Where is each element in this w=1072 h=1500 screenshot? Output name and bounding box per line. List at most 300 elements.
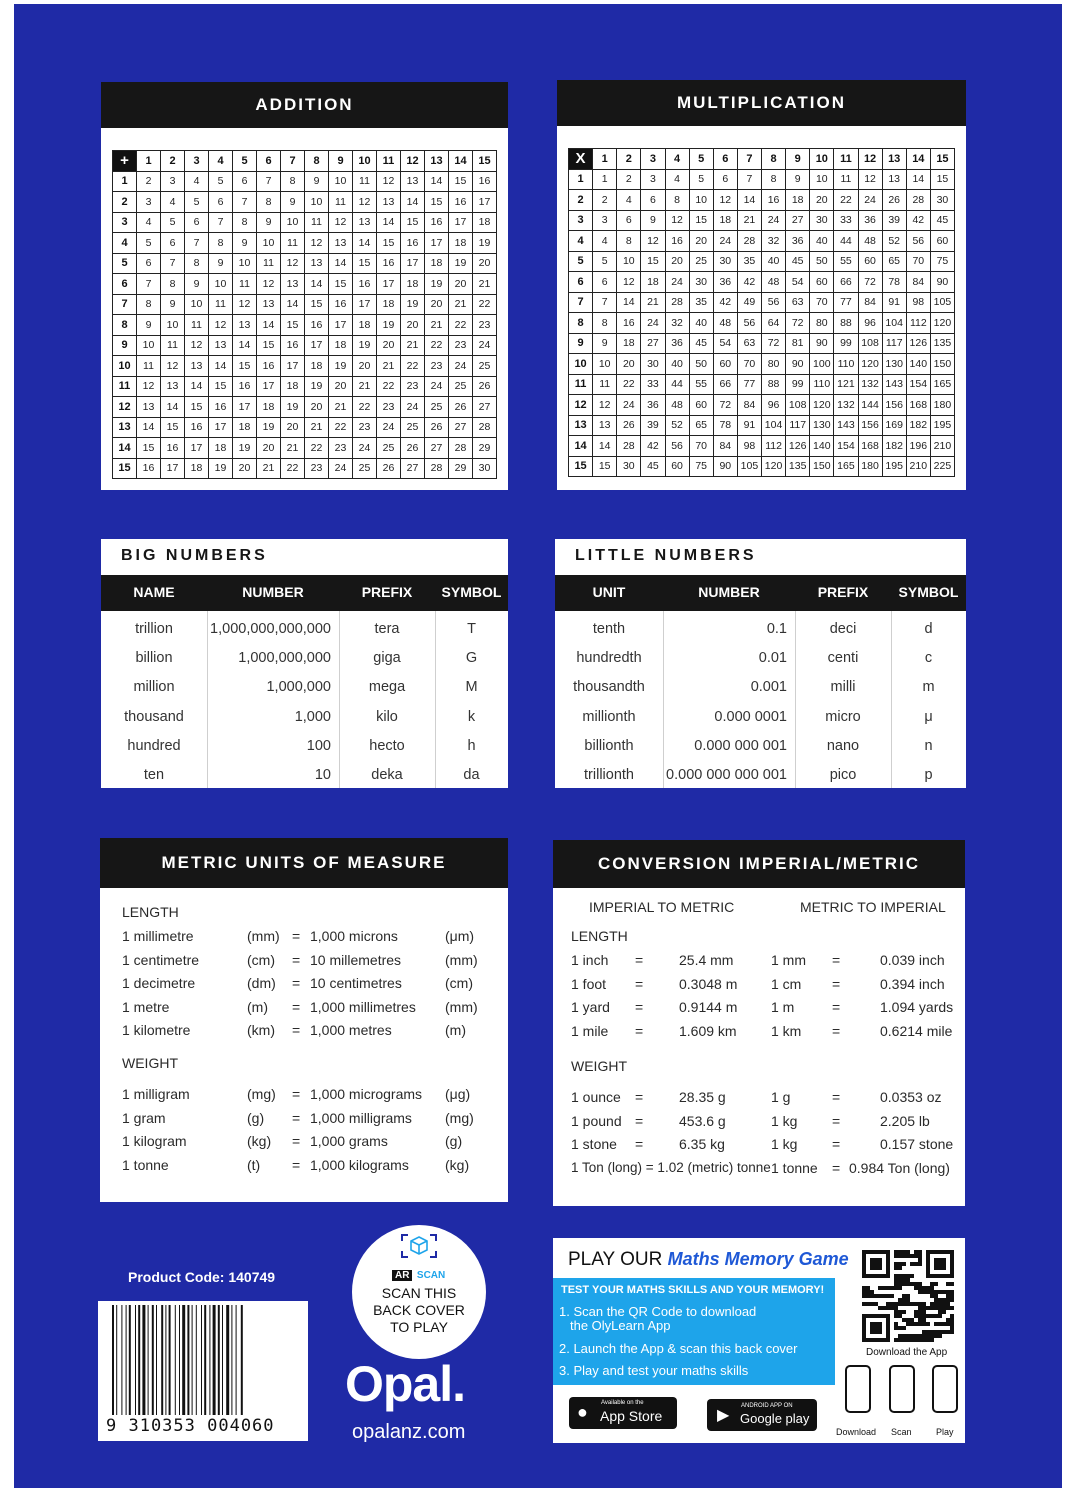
table-cell: 17 xyxy=(353,294,377,315)
table-cell: 16 xyxy=(401,233,425,254)
table-cell: 13 xyxy=(281,274,305,295)
table-cell: 5 xyxy=(161,212,185,233)
row-header: 5 xyxy=(113,253,137,274)
table-cell: 25 xyxy=(689,251,713,272)
table-cell: 80 xyxy=(810,313,834,334)
table-cell: 20 xyxy=(233,458,257,479)
big-numbers-cell: 1,000,000,000,000 xyxy=(210,621,331,637)
table-cell: 25 xyxy=(401,417,425,438)
little-numbers-cell: hundredth xyxy=(576,650,642,667)
conversion-cell: 0.6214 mile xyxy=(880,1022,953,1039)
table-cell: 15 xyxy=(329,274,353,295)
table-cell: 6 xyxy=(641,190,665,211)
table-cell: 72 xyxy=(762,333,786,354)
table-cell: 48 xyxy=(762,272,786,293)
metric-cell: (mm) xyxy=(445,951,478,968)
table-cell: 17 xyxy=(161,458,185,479)
table-cell: 84 xyxy=(858,292,882,313)
table-cell: 12 xyxy=(377,171,401,192)
table-cell: 26 xyxy=(473,376,497,397)
table-cell: 165 xyxy=(834,456,858,477)
table-cell: 25 xyxy=(449,376,473,397)
table-cell: 39 xyxy=(641,415,665,436)
table-cell: 120 xyxy=(762,456,786,477)
table-cell: 8 xyxy=(137,294,161,315)
table-cell: 72 xyxy=(786,313,810,334)
table-cell: 25 xyxy=(377,438,401,459)
table-cell: 72 xyxy=(858,272,882,293)
scan-line-1: SCAN THIS xyxy=(381,1285,457,1301)
big-numbers-cell: hundred xyxy=(127,737,181,754)
table-cell: 195 xyxy=(882,456,906,477)
table-cell: 33 xyxy=(834,210,858,231)
table-cell: 55 xyxy=(689,374,713,395)
table-cell: 64 xyxy=(762,313,786,334)
table-cell: 16 xyxy=(305,315,329,336)
metric-cell: 1 millimetre xyxy=(122,928,194,944)
metric-cell: (kg) xyxy=(445,1156,470,1173)
table-cell: 56 xyxy=(762,292,786,313)
app-store-button[interactable] xyxy=(569,1397,677,1429)
table-cell: 18 xyxy=(425,253,449,274)
table-cell: 42 xyxy=(641,436,665,457)
table-cell: 14 xyxy=(353,233,377,254)
table-cell: 12 xyxy=(641,231,665,252)
table-cell: 13 xyxy=(401,171,425,192)
operator-symbol: + xyxy=(113,151,137,172)
table-cell: 33 xyxy=(641,374,665,395)
table-cell: 48 xyxy=(713,313,737,334)
multiplication-title: MULTIPLICATION xyxy=(557,80,966,126)
metric-cell: 1 decimetre xyxy=(122,975,196,991)
table-cell: 11 xyxy=(209,294,233,315)
table-cell: 12 xyxy=(353,192,377,213)
column-header: 4 xyxy=(665,149,689,170)
metric-cell: 1 centimetre xyxy=(122,951,200,968)
conversion-cell: 1 mm xyxy=(771,952,806,968)
table-cell: 56 xyxy=(737,313,761,334)
table-cell: 90 xyxy=(713,456,737,477)
little-numbers-cell: n xyxy=(924,737,933,754)
table-cell: 96 xyxy=(858,313,882,334)
conversion-length-label: LENGTH xyxy=(571,928,628,944)
table-cell: 24 xyxy=(377,417,401,438)
table-cell: 18 xyxy=(377,294,401,315)
table-cell: 21 xyxy=(329,397,353,418)
col-prefix: PREFIX xyxy=(361,584,413,600)
table-cell: 20 xyxy=(449,274,473,295)
table-cell: 21 xyxy=(353,376,377,397)
table-cell: 24 xyxy=(425,376,449,397)
row-header: 4 xyxy=(113,233,137,254)
row-header: 4 xyxy=(569,231,593,252)
table-cell: 11 xyxy=(305,212,329,233)
table-cell: 36 xyxy=(858,210,882,231)
phone-icon xyxy=(932,1365,958,1413)
table-cell: 10 xyxy=(137,335,161,356)
column-header: 5 xyxy=(689,149,713,170)
little-numbers-cell: m xyxy=(922,679,935,696)
conversion-cell: 0.0353 oz xyxy=(880,1089,942,1105)
table-cell: 66 xyxy=(713,374,737,395)
table-cell: 48 xyxy=(858,231,882,252)
little-numbers-cell: c xyxy=(924,650,933,667)
table-cell: 140 xyxy=(810,436,834,457)
big-numbers-cell: 1,000,000,000 xyxy=(238,650,331,667)
table-cell: 12 xyxy=(665,210,689,231)
row-header: 9 xyxy=(569,333,593,354)
metric-cell: 1,000 grams xyxy=(310,1133,388,1149)
table-cell: 26 xyxy=(377,458,401,479)
table-cell: 16 xyxy=(665,231,689,252)
column-header: 15 xyxy=(473,151,497,172)
table-cell: 6 xyxy=(617,210,641,231)
operator-symbol: X xyxy=(569,149,593,170)
scan-badge xyxy=(352,1225,486,1359)
table-cell: 21 xyxy=(737,210,761,231)
conversion-cell: 1 inch xyxy=(571,952,609,968)
table-cell: 19 xyxy=(209,458,233,479)
table-cell: 195 xyxy=(930,415,954,436)
table-cell: 52 xyxy=(882,231,906,252)
table-cell: 28 xyxy=(665,292,689,313)
table-cell: 17 xyxy=(425,233,449,254)
table-cell: 6 xyxy=(185,212,209,233)
table-cell: 11 xyxy=(281,233,305,254)
test-line: TEST YOUR MATHS SKILLS AND YOUR MEMORY! xyxy=(561,1284,825,1296)
table-cell: 23 xyxy=(329,438,353,459)
table-cell: 10 xyxy=(617,251,641,272)
step-1: 1. Scan the QR Code to download xyxy=(559,1304,757,1319)
table-cell: 26 xyxy=(449,397,473,418)
table-cell: 26 xyxy=(425,417,449,438)
table-cell: 210 xyxy=(930,436,954,457)
table-cell: 13 xyxy=(233,315,257,336)
conversion-cell: 1 ounce xyxy=(571,1089,621,1105)
table-cell: 18 xyxy=(641,272,665,293)
table-cell: 18 xyxy=(473,212,497,233)
big-numbers-cell: G xyxy=(465,650,478,667)
table-cell: 12 xyxy=(233,294,257,315)
table-cell: 18 xyxy=(185,458,209,479)
table-cell: 5 xyxy=(593,251,617,272)
big-numbers-cell: 100 xyxy=(306,737,331,754)
table-cell: 21 xyxy=(449,294,473,315)
table-cell: 9 xyxy=(161,294,185,315)
table-cell: 22 xyxy=(401,356,425,377)
table-cell: 17 xyxy=(281,356,305,377)
table-cell: 60 xyxy=(689,395,713,416)
table-cell: 24 xyxy=(329,458,353,479)
table-cell: 14 xyxy=(281,294,305,315)
table-cell: 65 xyxy=(882,251,906,272)
table-cell: 24 xyxy=(665,272,689,293)
table-cell: 9 xyxy=(137,315,161,336)
table-cell: 16 xyxy=(185,417,209,438)
row-header: 6 xyxy=(569,272,593,293)
table-cell: 55 xyxy=(834,251,858,272)
conversion-cell: 1 km xyxy=(771,1022,802,1039)
table-cell: 45 xyxy=(689,333,713,354)
metric-cell: (mg) xyxy=(247,1086,276,1102)
addition-table xyxy=(112,150,497,479)
row-header: 1 xyxy=(569,169,593,190)
table-cell: 14 xyxy=(185,376,209,397)
table-cell: 117 xyxy=(786,415,810,436)
row-header: 8 xyxy=(569,313,593,334)
table-cell: 56 xyxy=(906,231,930,252)
divider xyxy=(339,611,340,788)
table-cell: 7 xyxy=(209,212,233,233)
column-header: 5 xyxy=(233,151,257,172)
table-cell: 19 xyxy=(473,233,497,254)
table-cell: 168 xyxy=(858,436,882,457)
table-cell: 19 xyxy=(233,438,257,459)
table-cell: 108 xyxy=(858,333,882,354)
table-cell: 49 xyxy=(737,292,761,313)
phone-icon xyxy=(845,1365,871,1413)
table-cell: 20 xyxy=(665,251,689,272)
table-cell: 12 xyxy=(858,169,882,190)
table-cell: 30 xyxy=(641,354,665,375)
table-cell: 18 xyxy=(233,417,257,438)
table-cell: 17 xyxy=(401,253,425,274)
table-cell: 45 xyxy=(786,251,810,272)
table-cell: 39 xyxy=(882,210,906,231)
table-cell: 24 xyxy=(617,395,641,416)
column-header: 13 xyxy=(425,151,449,172)
table-cell: 27 xyxy=(401,458,425,479)
table-cell: 19 xyxy=(377,315,401,336)
table-cell: 9 xyxy=(233,233,257,254)
metric-cell: (t) xyxy=(247,1156,261,1173)
conversion-cell: = xyxy=(832,952,841,968)
table-cell: 21 xyxy=(425,315,449,336)
table-cell: 27 xyxy=(786,210,810,231)
table-cell: 135 xyxy=(930,333,954,354)
table-cell: 17 xyxy=(329,315,353,336)
table-cell: 88 xyxy=(834,313,858,334)
little-numbers-title: LITTLE NUMBERS xyxy=(575,547,757,564)
table-cell: 90 xyxy=(786,354,810,375)
table-cell: 24 xyxy=(473,335,497,356)
little-numbers-cell: deci xyxy=(829,621,857,637)
table-cell: 5 xyxy=(689,169,713,190)
table-cell: 22 xyxy=(353,397,377,418)
table-cell: 40 xyxy=(762,251,786,272)
divider xyxy=(663,611,664,788)
google-small: ANDROID APP ON xyxy=(741,1403,793,1409)
table-cell: 15 xyxy=(353,253,377,274)
table-cell: 23 xyxy=(377,397,401,418)
table-cell: 10 xyxy=(689,190,713,211)
table-cell: 6 xyxy=(713,169,737,190)
table-cell: 14 xyxy=(737,190,761,211)
table-cell: 72 xyxy=(713,395,737,416)
table-cell: 16 xyxy=(425,212,449,233)
conversion-cell: = xyxy=(832,999,841,1015)
table-cell: 154 xyxy=(906,374,930,395)
column-header: 15 xyxy=(930,149,954,170)
column-header: 8 xyxy=(762,149,786,170)
table-cell: 105 xyxy=(930,292,954,313)
row-header: 7 xyxy=(113,294,137,315)
table-cell: 11 xyxy=(233,274,257,295)
table-cell: 36 xyxy=(713,272,737,293)
addition-title: ADDITION xyxy=(101,82,508,128)
col-symbol: SYMBOL xyxy=(898,584,959,600)
little-numbers-cell: pico xyxy=(829,767,857,783)
table-cell: 30 xyxy=(930,190,954,211)
conversion-cell: 0.394 inch xyxy=(880,975,945,992)
table-cell: 20 xyxy=(689,231,713,252)
table-cell: 84 xyxy=(906,272,930,293)
table-cell: 98 xyxy=(906,292,930,313)
table-cell: 108 xyxy=(786,395,810,416)
table-cell: 16 xyxy=(137,458,161,479)
scan-line-3: TO PLAY xyxy=(390,1319,448,1335)
table-cell: 14 xyxy=(425,171,449,192)
table-cell: 63 xyxy=(786,292,810,313)
table-cell: 27 xyxy=(449,417,473,438)
conversion-cell: 28.35 g xyxy=(679,1089,726,1105)
table-cell: 16 xyxy=(617,313,641,334)
table-cell: 11 xyxy=(834,169,858,190)
table-cell: 5 xyxy=(137,233,161,254)
table-cell: 11 xyxy=(185,315,209,336)
row-header: 8 xyxy=(113,315,137,336)
opal-logo: Opal. xyxy=(345,1356,466,1412)
column-header: 3 xyxy=(641,149,665,170)
brand-url: opalanz.com xyxy=(352,1421,466,1443)
table-cell: 14 xyxy=(209,356,233,377)
conversion-cell: = xyxy=(635,1112,644,1129)
conversion-cell: 1 mile xyxy=(571,1022,609,1039)
ton-right-unit: 1 tonne xyxy=(771,1160,818,1176)
instructions-box xyxy=(553,1278,835,1385)
metric-cell: 1 kilometre xyxy=(122,1022,191,1038)
table-cell: 16 xyxy=(209,397,233,418)
col-symbol: SYMBOL xyxy=(441,584,502,600)
table-cell: 9 xyxy=(786,169,810,190)
ar-label xyxy=(392,1265,446,1279)
table-cell: 23 xyxy=(449,335,473,356)
table-cell: 18 xyxy=(257,397,281,418)
metric-cell: 10 centimetres xyxy=(310,975,402,991)
table-cell: 24 xyxy=(401,397,425,418)
column-header: 14 xyxy=(449,151,473,172)
table-cell: 13 xyxy=(377,192,401,213)
divider xyxy=(207,611,208,788)
addition-panel xyxy=(101,82,508,490)
metric-cell: 1 milligram xyxy=(122,1086,190,1102)
table-cell: 19 xyxy=(305,376,329,397)
table-cell: 66 xyxy=(834,272,858,293)
table-cell: 11 xyxy=(137,356,161,377)
table-cell: 9 xyxy=(641,210,665,231)
table-cell: 16 xyxy=(281,335,305,356)
metric-length-label: LENGTH xyxy=(122,904,179,920)
table-cell: 156 xyxy=(858,415,882,436)
little-numbers-cell: billionth xyxy=(584,737,634,754)
table-cell: 105 xyxy=(737,456,761,477)
table-cell: 14 xyxy=(161,397,185,418)
col-prefix: PREFIX xyxy=(817,584,869,600)
big-numbers-cell: giga xyxy=(373,650,401,667)
col-number: NUMBER xyxy=(698,584,760,600)
table-cell: 24 xyxy=(641,313,665,334)
big-numbers-cell: h xyxy=(467,737,476,754)
table-cell: 104 xyxy=(762,415,786,436)
little-numbers-cell: 0.01 xyxy=(758,650,787,667)
table-cell: 8 xyxy=(593,313,617,334)
big-numbers-cell: 1,000 xyxy=(294,708,331,725)
metric-to-imperial-label: METRIC TO IMPERIAL xyxy=(800,899,946,915)
conversion-cell: 0.9144 m xyxy=(679,999,738,1015)
table-cell: 18 xyxy=(305,356,329,377)
table-cell: 150 xyxy=(810,456,834,477)
download-app-label: Download the App xyxy=(866,1347,948,1358)
table-cell: 24 xyxy=(713,231,737,252)
play-our-text xyxy=(568,1249,849,1271)
table-cell: 12 xyxy=(137,376,161,397)
table-cell: 16 xyxy=(377,253,401,274)
metric-cell: (kg) xyxy=(247,1133,272,1149)
table-cell: 70 xyxy=(737,354,761,375)
google-play-button[interactable] xyxy=(707,1399,817,1431)
table-cell: 20 xyxy=(281,417,305,438)
table-cell: 19 xyxy=(449,253,473,274)
table-cell: 42 xyxy=(737,272,761,293)
table-cell: 6 xyxy=(209,192,233,213)
table-cell: 169 xyxy=(882,415,906,436)
play-icon-label: Play xyxy=(936,1427,954,1437)
table-cell: 91 xyxy=(737,415,761,436)
table-cell: 19 xyxy=(353,335,377,356)
big-numbers-panel xyxy=(101,539,508,788)
table-cell: 22 xyxy=(305,438,329,459)
table-cell: 30 xyxy=(473,458,497,479)
table-cell: 25 xyxy=(473,356,497,377)
table-cell: 78 xyxy=(882,272,906,293)
metric-cell: 1,000 micrograms xyxy=(310,1086,423,1102)
column-header: 7 xyxy=(281,151,305,172)
big-numbers-title: BIG NUMBERS xyxy=(121,547,268,564)
table-cell: 7 xyxy=(233,192,257,213)
table-cell: 225 xyxy=(930,456,954,477)
table-cell: 121 xyxy=(834,374,858,395)
table-cell: 18 xyxy=(281,376,305,397)
table-cell: 60 xyxy=(665,456,689,477)
table-cell: 90 xyxy=(930,272,954,293)
table-cell: 13 xyxy=(257,294,281,315)
table-cell: 17 xyxy=(473,192,497,213)
table-cell: 5 xyxy=(185,192,209,213)
column-header: 11 xyxy=(377,151,401,172)
table-cell: 10 xyxy=(281,212,305,233)
column-header: 12 xyxy=(401,151,425,172)
table-cell: 110 xyxy=(834,354,858,375)
table-cell: 24 xyxy=(762,210,786,231)
table-cell: 13 xyxy=(209,335,233,356)
apple-icon: ● xyxy=(577,1402,588,1422)
table-cell: 7 xyxy=(185,233,209,254)
scan-word: SCAN xyxy=(416,1270,446,1281)
metric-cell: 1,000 milligrams xyxy=(310,1109,412,1126)
conversion-cell: 1 pound xyxy=(571,1112,622,1129)
little-numbers-cell: micro xyxy=(825,708,861,725)
table-cell: 15 xyxy=(641,251,665,272)
